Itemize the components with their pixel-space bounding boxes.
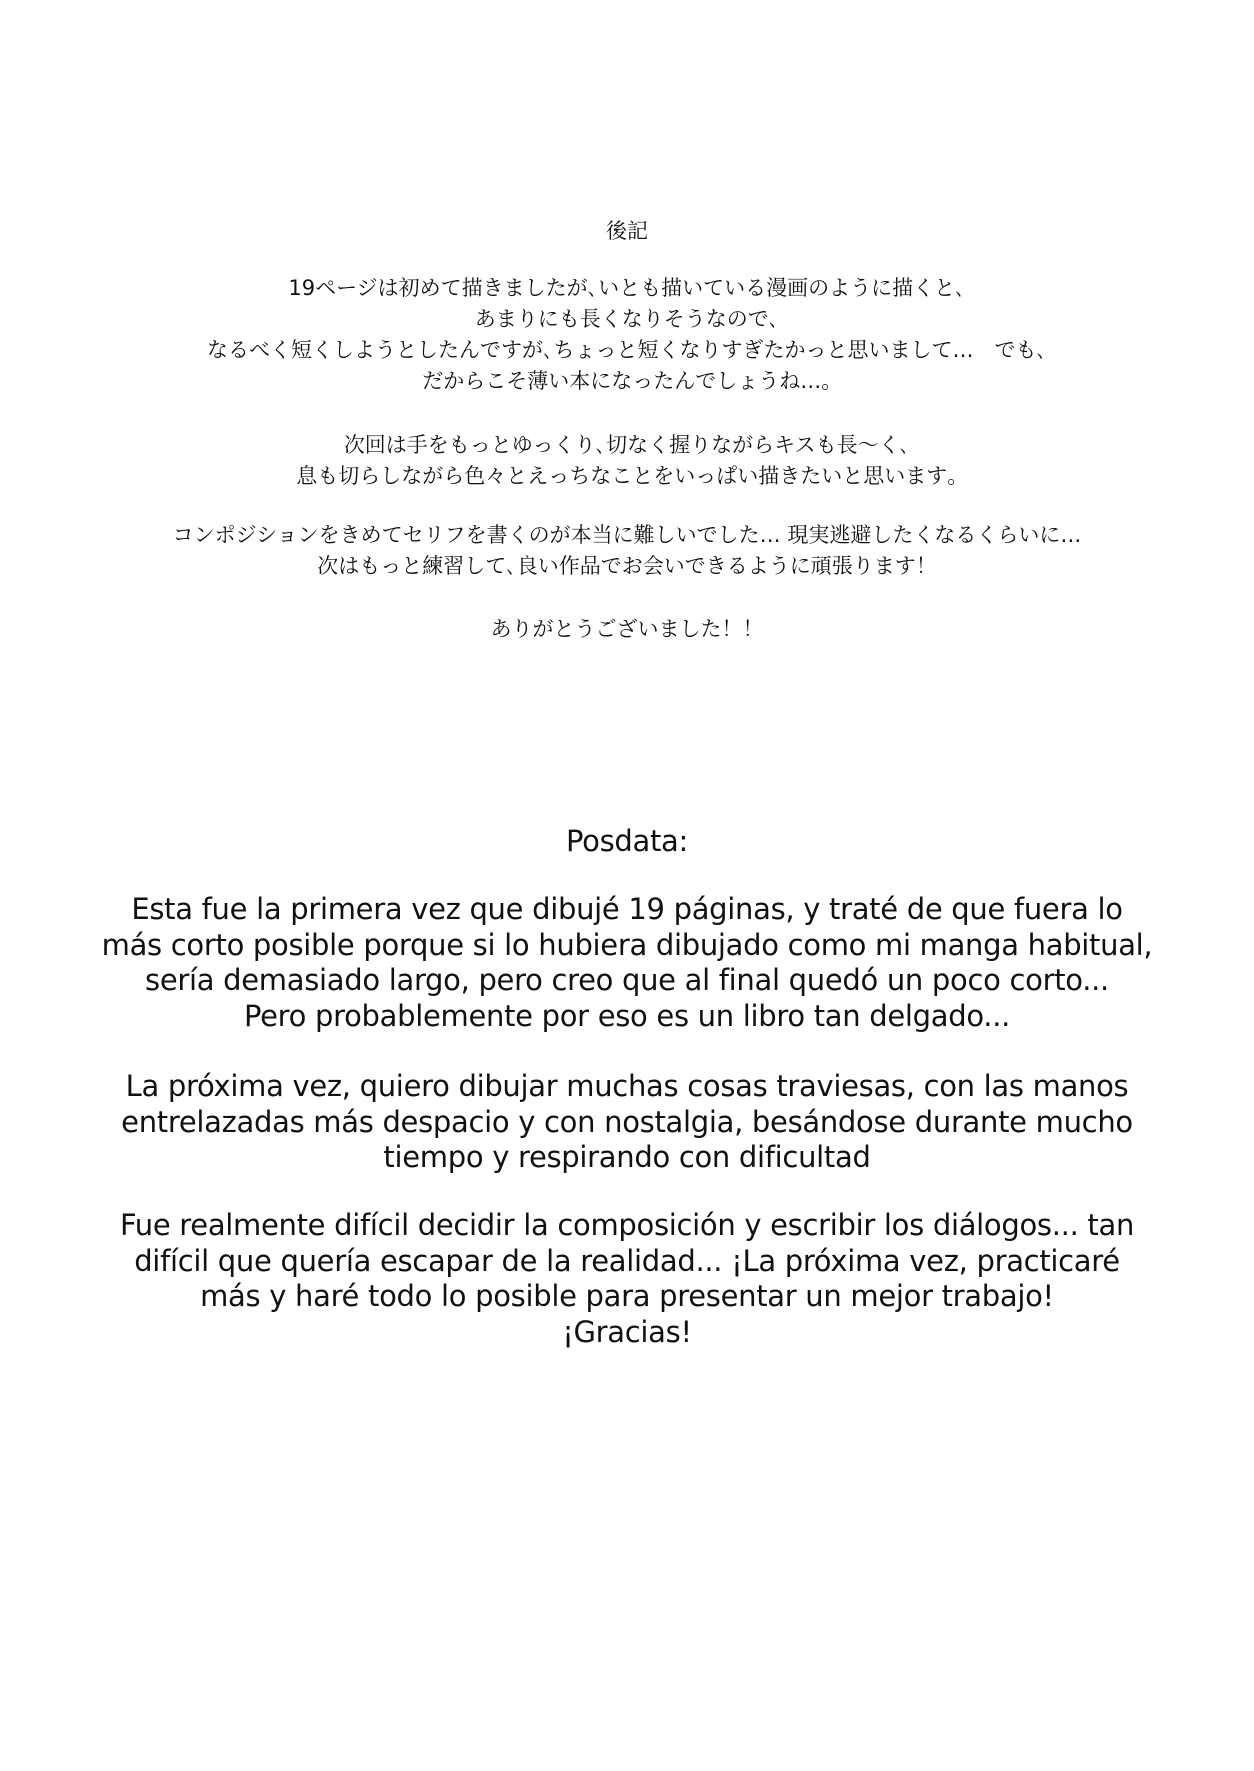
- text-line: ¡Gracias!: [562, 1314, 692, 1349]
- text-line: entrelazadas más despacio y con nostalgia, besándose durante mucho: [121, 1104, 1133, 1139]
- text-line: más corto posible porque si lo hubiera dibujado como mi manga habitual,: [101, 927, 1153, 962]
- text-line: Fue realmente difícil decidir la composición y escribir los diálogos... tan: [119, 1208, 1135, 1242]
- spanish-paragraph-1: [0, 892, 1254, 1034]
- japanese-paragraph-3: [0, 520, 1254, 582]
- text-line: なるべく短くしようとしたんですが､ちょっと短くなりすぎたかっと思いまして… でも､: [207, 338, 1047, 362]
- text-line: あまりにも長くなりそうなので､: [474, 307, 780, 331]
- japanese-paragraph-1: [0, 273, 1254, 397]
- japanese-paragraph-2: [0, 430, 1254, 492]
- japanese-paragraph-4: [0, 614, 1254, 645]
- text-line: más y haré todo lo posible para presentar un mejor trabajo!: [200, 1279, 1054, 1313]
- text-line: だからこそ薄い本になったんでしょうね…｡: [422, 369, 832, 393]
- spanish-title: [0, 824, 1254, 860]
- text-line: difícil que quería escapar de la realidad... ¡La próxima vez, practicaré: [134, 1243, 1120, 1278]
- japanese-title: [0, 216, 1254, 247]
- text-line: 次回は手をもっとゆっくり､切なく握りながらキスも長～く､: [343, 433, 911, 457]
- text-line: sería demasiado largo, pero creo que al final quedó un poco corto...: [145, 963, 1109, 997]
- text-line: La próxima vez, quiero dibujar muchas cosas traviesas, con las manos: [125, 1069, 1129, 1103]
- title-text: 後記: [606, 219, 648, 243]
- title-text: Posdata:: [566, 824, 688, 858]
- text-line: 19ページは初めて描きましたが､いとも描いている漫画のように描くと､: [288, 276, 966, 300]
- text-line: 次はもっと練習して､良い作品でお会いできるように頑張ります！: [317, 554, 937, 578]
- spanish-paragraph-3: [0, 1208, 1254, 1350]
- text-line: Esta fue la primera vez que dibujé 19 páginas, y traté de que fuera lo: [131, 892, 1123, 926]
- spanish-paragraph-2: [0, 1069, 1254, 1176]
- text-line: tiempo y respirando con dificultad: [383, 1140, 871, 1174]
- text-line: ありがとうございました！！: [490, 617, 764, 641]
- text-line: Pero probablemente por eso es un libro tan delgado...: [243, 998, 1011, 1033]
- text-line: コンポジションをきめてセリフを書くのが本当に難しいでした… 現実逃避したくなるくらいに…: [172, 523, 1082, 547]
- text-line: 息も切らしながら色々とえっちなことをいっぱい描きたいと思います｡: [296, 464, 958, 488]
